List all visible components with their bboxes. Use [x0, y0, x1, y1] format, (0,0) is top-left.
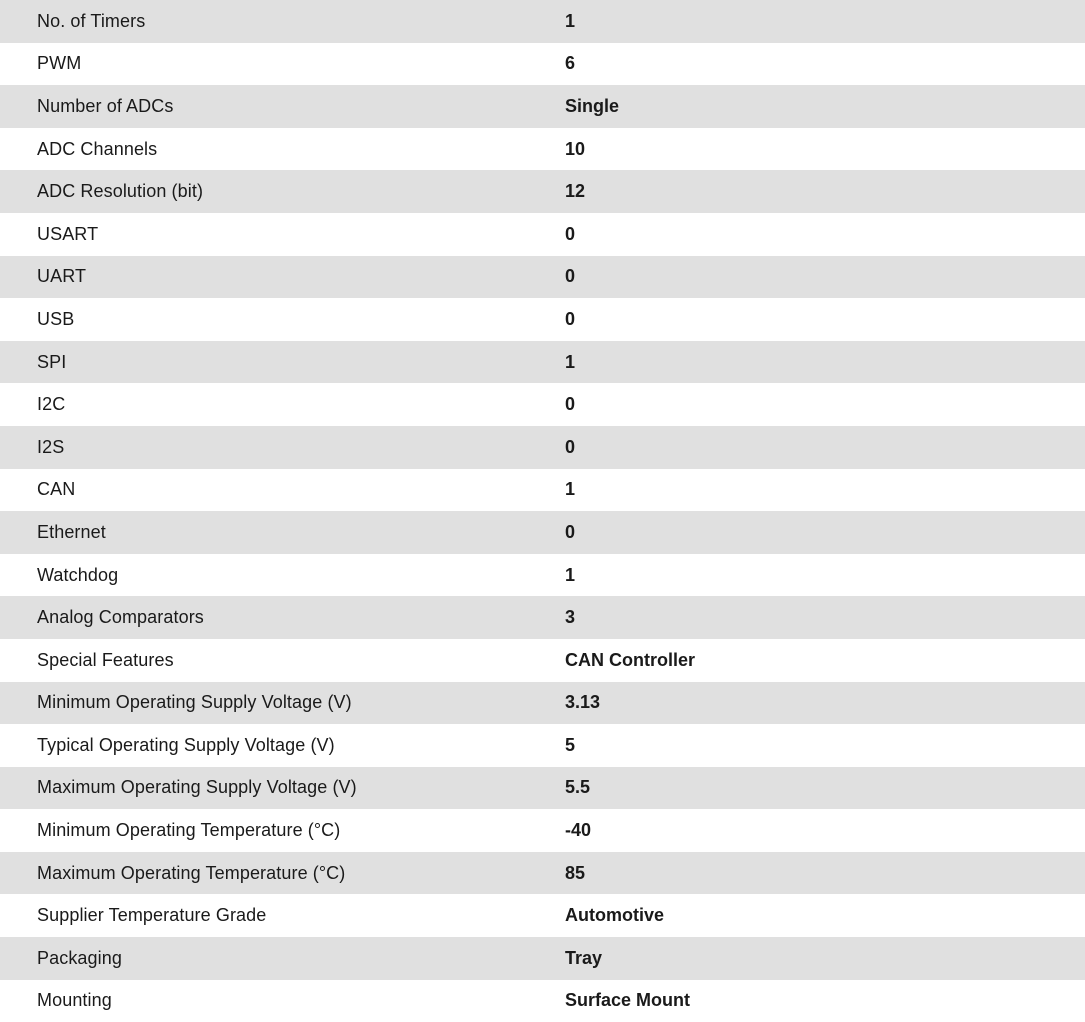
spec-value: Single [565, 95, 620, 116]
spec-value: 5.5 [565, 777, 591, 798]
spec-row-temperature-grade [0, 894, 1085, 937]
spec-label: I2S [37, 436, 65, 457]
spec-value: Surface Mount [565, 990, 691, 1011]
spec-label: Number of ADCs [37, 95, 174, 116]
spec-value: 1 [565, 10, 576, 31]
spec-row-analog-comparators [0, 596, 1085, 639]
spec-row-i2c [0, 383, 1085, 426]
spec-label: ADC Channels [37, 138, 158, 159]
spec-row-typ-supply-voltage [0, 724, 1085, 767]
spec-value: 3 [565, 607, 576, 628]
spec-value: -40 [565, 820, 592, 841]
spec-value: 0 [565, 394, 576, 415]
spec-value: Tray [565, 947, 603, 968]
spec-value: 1 [565, 351, 576, 372]
spec-value: 6 [565, 53, 576, 74]
spec-row-uart [0, 256, 1085, 299]
spec-row-usb [0, 298, 1085, 341]
spec-value: 10 [565, 138, 586, 159]
spec-row-min-supply-voltage [0, 682, 1085, 725]
spec-label: Typical Operating Supply Voltage (V) [37, 734, 335, 755]
spec-row-adc-resolution [0, 170, 1085, 213]
spec-value: 0 [565, 266, 576, 287]
spec-row-special-features [0, 639, 1085, 682]
spec-value: 1 [565, 564, 576, 585]
spec-label: Minimum Operating Temperature (°C) [37, 820, 341, 841]
spec-value: 85 [565, 862, 586, 883]
spec-row-pwm [0, 43, 1085, 86]
spec-value: 0 [565, 436, 576, 457]
spec-label: Supplier Temperature Grade [37, 905, 267, 926]
spec-value: 0 [565, 521, 576, 542]
spec-row-can [0, 469, 1085, 512]
spec-value: 0 [565, 223, 576, 244]
spec-row-i2s [0, 426, 1085, 469]
spec-label: USB [37, 308, 75, 329]
spec-label: CAN [37, 479, 76, 500]
spec-row-max-temperature [0, 852, 1085, 895]
spec-label: Packaging [37, 947, 122, 968]
spec-row-mounting [0, 980, 1085, 1022]
spec-value: 0 [565, 308, 576, 329]
spec-label: Maximum Operating Temperature (°C) [37, 862, 346, 883]
spec-value: 3.13 [565, 692, 601, 713]
spec-label: PWM [37, 53, 82, 74]
spec-label: Special Features [37, 649, 174, 670]
spec-value: Automotive [565, 905, 664, 926]
spec-row-adc-channels [0, 128, 1085, 171]
spec-label: No. of Timers [37, 10, 146, 31]
spec-row-packaging [0, 937, 1085, 980]
spec-value: 1 [565, 479, 576, 500]
spec-row-no-of-timers [0, 0, 1085, 43]
spec-row-usart [0, 213, 1085, 256]
spec-label: Mounting [37, 990, 112, 1011]
spec-label: ADC Resolution (bit) [37, 181, 204, 202]
spec-row-number-of-adcs [0, 85, 1085, 128]
spec-row-min-temperature [0, 809, 1085, 852]
spec-label: UART [37, 266, 87, 287]
spec-label: SPI [37, 351, 67, 372]
spec-row-max-supply-voltage [0, 767, 1085, 810]
spec-label: Minimum Operating Supply Voltage (V) [37, 692, 352, 713]
spec-label: USART [37, 223, 99, 244]
spec-label: I2C [37, 394, 66, 415]
spec-label: Maximum Operating Supply Voltage (V) [37, 777, 357, 798]
spec-row-spi [0, 341, 1085, 384]
spec-label: Watchdog [37, 564, 119, 585]
spec-label: Ethernet [37, 521, 106, 542]
spec-label: Analog Comparators [37, 607, 204, 628]
spec-row-watchdog [0, 554, 1085, 597]
spec-value: 5 [565, 734, 576, 755]
spec-row-ethernet [0, 511, 1085, 554]
spec-value: 12 [565, 181, 586, 202]
spec-value: CAN Controller [565, 649, 695, 670]
